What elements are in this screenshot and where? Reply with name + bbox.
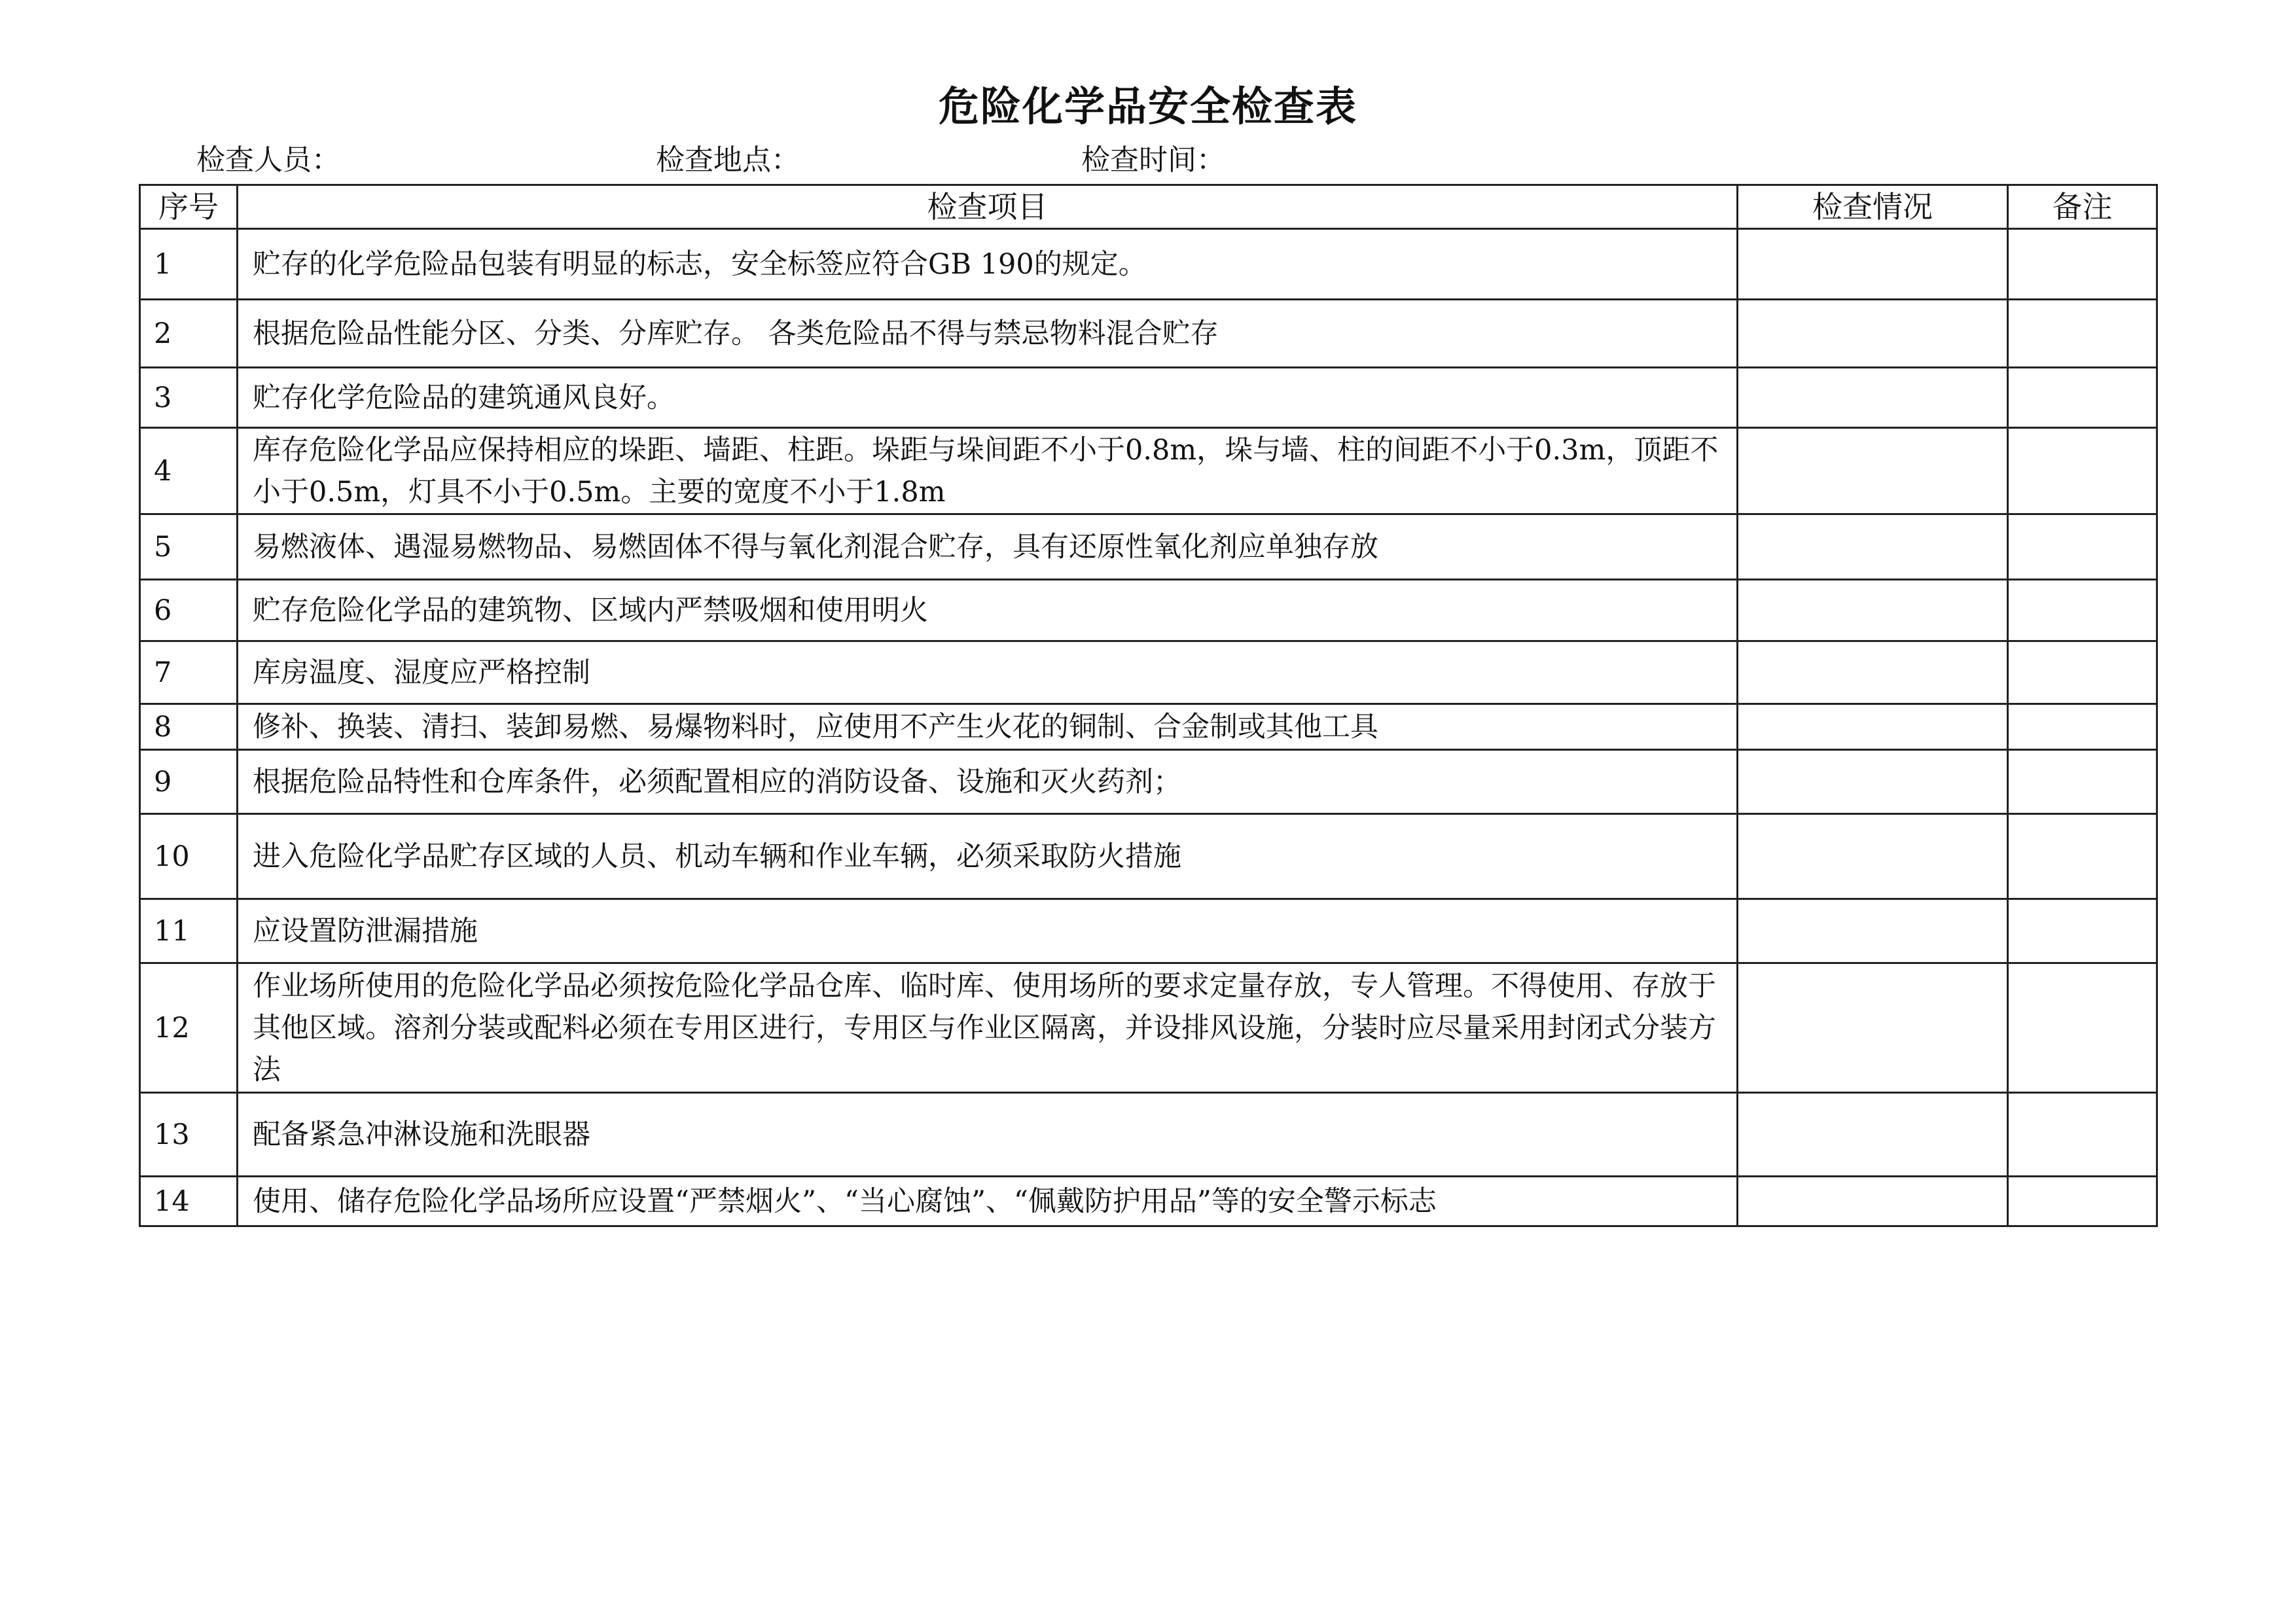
remark-cell[interactable] [2008, 1093, 2157, 1177]
table-row [140, 368, 2157, 428]
row-no: 8 [140, 704, 238, 750]
status-cell[interactable] [1738, 1093, 2008, 1177]
status-cell[interactable] [1738, 750, 2008, 814]
header-remark: 备注 [2008, 185, 2157, 229]
row-item: 使用、储存危险化学品场所应设置“严禁烟火”、“当心腐蚀”、“佩戴防护用品”等的安全警示标志 [238, 1177, 1738, 1226]
remark-cell[interactable] [2008, 750, 2157, 814]
status-cell[interactable] [1738, 229, 2008, 300]
row-no: 3 [140, 368, 238, 428]
remark-cell[interactable] [2008, 428, 2157, 514]
table-row [140, 641, 2157, 704]
row-item: 配备紧急冲淋设施和洗眼器 [238, 1093, 1738, 1177]
row-item: 作业场所使用的危险化学品必须按危险化学品仓库、临时库、使用场所的要求定量存放，专人管理。不得使用、存放于其他区域。溶剂分装或配料必须在专用区进行，专用区与作业区隔离，并设排风设施，分装时应尽量采用封闭式分装方法 [238, 963, 1738, 1093]
table-row [140, 300, 2157, 368]
table-row [140, 1093, 2157, 1177]
remark-cell[interactable] [2008, 514, 2157, 580]
status-cell[interactable] [1738, 514, 2008, 580]
header-no: 序号 [140, 185, 238, 229]
status-cell[interactable] [1738, 368, 2008, 428]
table-row [140, 963, 2157, 1093]
header-item: 检查项目 [238, 185, 1738, 229]
row-item: 根据危险品性能分区、分类、分库贮存。 各类危险品不得与禁忌物料混合贮存 [238, 300, 1738, 368]
header-status: 检查情况 [1738, 185, 2008, 229]
table-row [140, 704, 2157, 750]
checklist-table [139, 184, 2158, 1227]
row-no: 11 [140, 899, 238, 963]
status-cell[interactable] [1738, 1177, 2008, 1226]
remark-cell[interactable] [2008, 814, 2157, 899]
row-item: 贮存化学危险品的建筑通风良好。 [238, 368, 1738, 428]
table-row [140, 428, 2157, 514]
row-no: 2 [140, 300, 238, 368]
row-no: 1 [140, 229, 238, 300]
status-cell[interactable] [1738, 814, 2008, 899]
row-no: 9 [140, 750, 238, 814]
place-label: 检查地点： [656, 143, 800, 177]
table-row [140, 899, 2157, 963]
row-item: 库房温度、湿度应严格控制 [238, 641, 1738, 704]
remark-cell[interactable] [2008, 641, 2157, 704]
row-item: 进入危险化学品贮存区域的人员、机动车辆和作业车辆，必须采取防火措施 [238, 814, 1738, 899]
remark-cell[interactable] [2008, 899, 2157, 963]
remark-cell[interactable] [2008, 963, 2157, 1093]
row-item: 贮存危险化学品的建筑物、区域内严禁吸烟和使用明火 [238, 580, 1738, 641]
status-cell[interactable] [1738, 428, 2008, 514]
table-row [140, 814, 2157, 899]
row-no: 5 [140, 514, 238, 580]
row-no: 12 [140, 963, 238, 1093]
row-item: 应设置防泄漏措施 [238, 899, 1738, 963]
remark-cell[interactable] [2008, 300, 2157, 368]
remark-cell[interactable] [2008, 1177, 2157, 1226]
row-item: 贮存的化学危险品包装有明显的标志，安全标签应符合GB 190的规定。 [238, 229, 1738, 300]
header-row [140, 185, 2157, 229]
remark-cell[interactable] [2008, 580, 2157, 641]
inspector-label: 检查人员： [196, 143, 340, 177]
row-item: 修补、换装、清扫、装卸易燃、易爆物料时，应使用不产生火花的铜制、合金制或其他工具 [238, 704, 1738, 750]
row-item: 库存危险化学品应保持相应的垛距、墙距、柱距。垛距与垛间距不小于0.8m，垛与墙、柱的间距不小于0.3m，顶距不小于0.5m，灯具不小于0.5m。主要的宽度不小于1.8m [238, 428, 1738, 514]
time-label: 检查时间： [1081, 143, 1225, 177]
row-no: 4 [140, 428, 238, 514]
page-title: 危险化学品安全检查表 [938, 82, 1357, 130]
row-item: 易燃液体、遇湿易燃物品、易燃固体不得与氧化剂混合贮存，具有还原性氧化剂应单独存放 [238, 514, 1738, 580]
status-cell[interactable] [1738, 899, 2008, 963]
row-no: 13 [140, 1093, 238, 1177]
status-cell[interactable] [1738, 580, 2008, 641]
status-cell[interactable] [1738, 300, 2008, 368]
row-no: 10 [140, 814, 238, 899]
row-no: 6 [140, 580, 238, 641]
status-cell[interactable] [1738, 641, 2008, 704]
row-item: 根据危险品特性和仓库条件，必须配置相应的消防设备、设施和灭火药剂； [238, 750, 1738, 814]
table-row [140, 580, 2157, 641]
row-no: 7 [140, 641, 238, 704]
table-row [140, 514, 2157, 580]
status-cell[interactable] [1738, 704, 2008, 750]
remark-cell[interactable] [2008, 368, 2157, 428]
remark-cell[interactable] [2008, 229, 2157, 300]
remark-cell[interactable] [2008, 704, 2157, 750]
status-cell[interactable] [1738, 963, 2008, 1093]
table-row [140, 229, 2157, 300]
row-no: 14 [140, 1177, 238, 1226]
table-row [140, 750, 2157, 814]
table-row [140, 1177, 2157, 1226]
